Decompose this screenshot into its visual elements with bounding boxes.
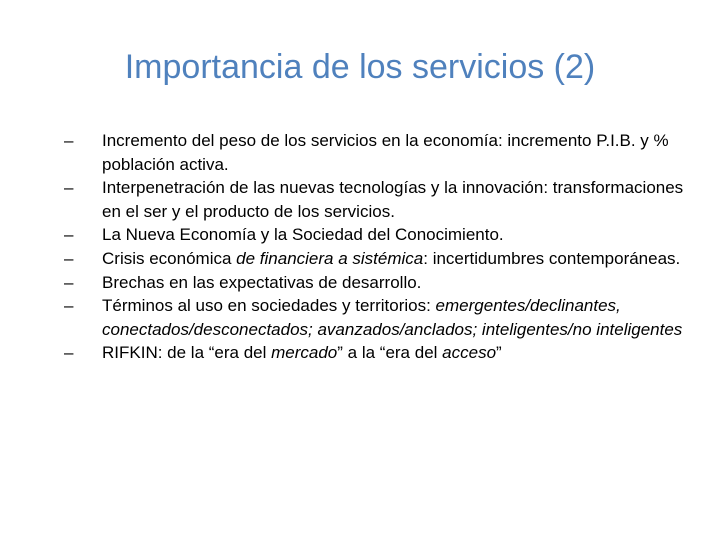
- slide-title: Importancia de los servicios (2): [124, 48, 596, 86]
- bullet-text: : incertidumbres contemporáneas.: [423, 248, 681, 268]
- bullet-item: [60, 129, 700, 176]
- bullet-item: [60, 247, 700, 271]
- bullet-list: [60, 129, 700, 365]
- bullet-item: [60, 271, 700, 295]
- bullet-text-italic: emergentes/declinantes, conectados/desconectados; avanzados/anclados; inteligentes/no inteligentes: [102, 296, 683, 339]
- bullet-dash: –: [64, 178, 74, 198]
- bullet-dash: –: [64, 225, 74, 245]
- bullet-dash: –: [64, 131, 74, 150]
- bullet-text: Brechas en las expectativas de desarrollo.: [102, 272, 422, 292]
- bullet-text-italic: acceso: [442, 343, 497, 363]
- bullet-text: La Nueva Economía y la Sociedad del Conocimiento.: [102, 225, 504, 245]
- bullet-text: Incremento del peso de los servicios en la economía: incremento P.I.B. y % población activa.: [102, 131, 669, 174]
- bullet-dash: –: [64, 343, 74, 363]
- bullet-item: [60, 176, 700, 223]
- bullet-dash: –: [64, 272, 74, 292]
- bullet-text: RIFKIN: de la “era del: [102, 343, 272, 363]
- bullet-text: ”: [496, 343, 502, 363]
- bullet-text: Interpenetración de las nuevas tecnologías y la innovación: transformaciones en el ser y el producto de los servicios.: [102, 178, 684, 221]
- bullet-item: [60, 341, 700, 365]
- bullet-item: [60, 294, 700, 341]
- bullet-text: Crisis económica: [102, 248, 237, 268]
- bullet-text: ” a la “era del: [337, 343, 443, 363]
- bullet-text-italic: mercado: [271, 343, 338, 363]
- bullet-dash: –: [64, 248, 74, 268]
- bullet-dash: –: [64, 296, 74, 316]
- bullet-text: Términos al uso en sociedades y territorios:: [102, 296, 436, 316]
- bullet-item: [60, 223, 700, 247]
- bullet-text-italic: de financiera a sistémica: [236, 248, 424, 268]
